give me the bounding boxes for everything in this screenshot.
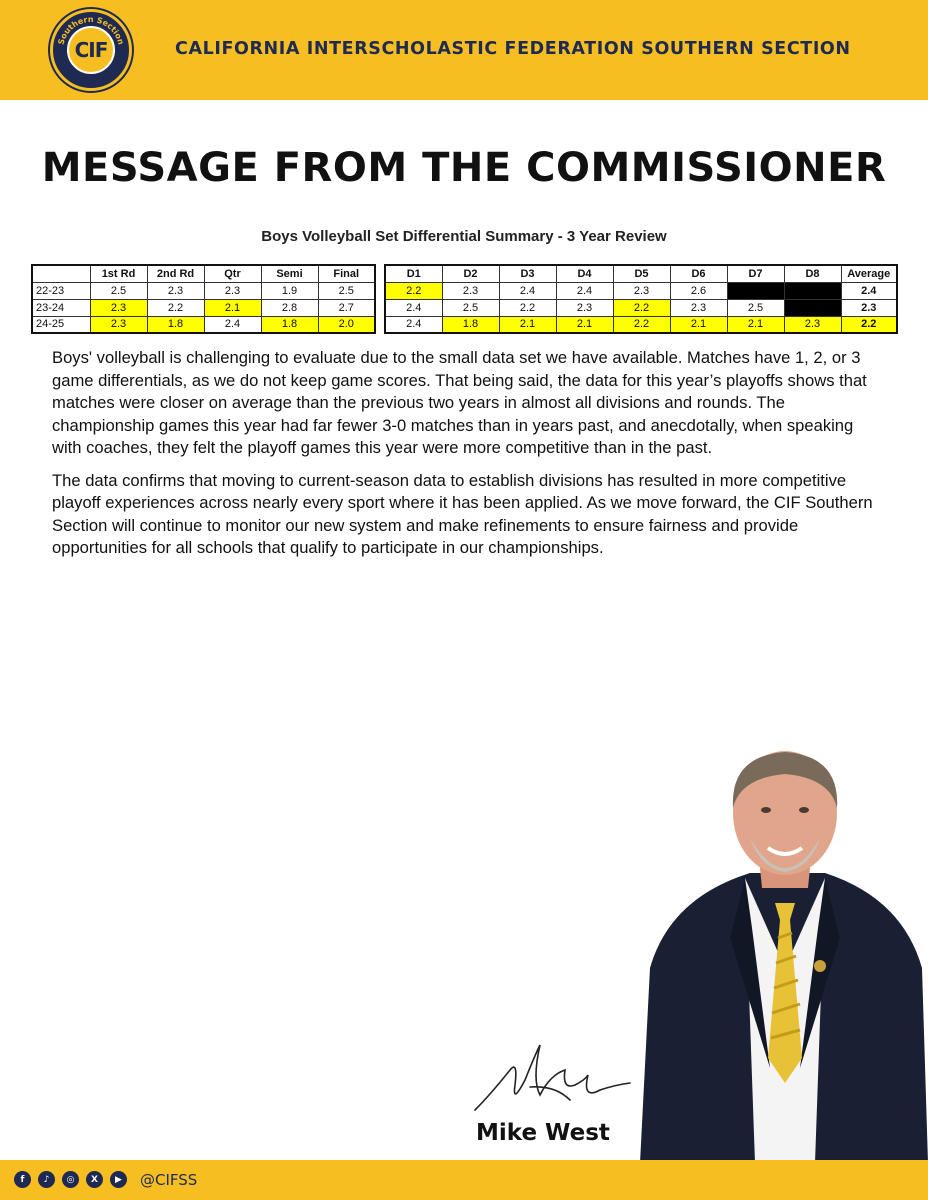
x-icon[interactable]: X xyxy=(86,1171,103,1188)
rounds-cell: 2.7 xyxy=(318,299,375,316)
cif-logo[interactable] xyxy=(50,9,132,91)
rounds-cell: 1.9 xyxy=(261,282,318,299)
season-label: 22-23 xyxy=(32,282,90,299)
rounds-row xyxy=(32,316,375,333)
tiktok-icon[interactable]: ♪ xyxy=(38,1171,55,1188)
rounds-header-cell: Semi xyxy=(261,265,318,282)
header-banner xyxy=(0,0,928,100)
rounds-cell: 2.5 xyxy=(90,282,147,299)
rounds-cell: 2.3 xyxy=(204,282,261,299)
rounds-cell: 2.2 xyxy=(147,299,204,316)
division-cell: 2.4 xyxy=(385,316,442,333)
division-cell: 2.3 xyxy=(613,282,670,299)
message-paragraph: The data confirms that moving to current-season data to establish divisions has resulted in more competitive playoff experiences across nearly every sport where it has been applied. As we move forward, the CIF Southern Section will continue to monitor our new system and make refinements to ensure fairness and provide opportunities for all schools that qualify to participate in our championships. xyxy=(52,470,873,557)
division-cell: 1.8 xyxy=(442,316,499,333)
rounds-cell: 2.5 xyxy=(318,282,375,299)
rounds-header-cell: 1st Rd xyxy=(90,265,147,282)
division-cell: 2.4 xyxy=(556,282,613,299)
division-cell: 2.3 xyxy=(784,316,841,333)
header-title: CALIFORNIA INTERSCHOLASTIC FEDERATION SOUTHERN SECTION xyxy=(175,39,851,59)
season-label: 24-25 xyxy=(32,316,90,333)
division-cell: 2.5 xyxy=(442,299,499,316)
division-cell: 2.1 xyxy=(670,316,727,333)
division-cell: 2.2 xyxy=(499,299,556,316)
division-header-cell: D1 xyxy=(385,265,442,282)
rounds-cell: 1.8 xyxy=(261,316,318,333)
commissioner-photo xyxy=(640,738,928,1163)
portrait-image xyxy=(640,738,928,1163)
division-cell: 2.1 xyxy=(556,316,613,333)
division-header-cell: D2 xyxy=(442,265,499,282)
page-title: MESSAGE FROM THE COMMISSIONER xyxy=(41,145,887,191)
logo-text: CIF xyxy=(74,38,108,62)
division-cell-empty xyxy=(784,299,841,316)
division-cell: 2.3 xyxy=(670,299,727,316)
rounds-row xyxy=(32,282,375,299)
signature-image xyxy=(470,1025,640,1120)
average-header-cell: Average xyxy=(841,265,897,282)
division-cell: 2.1 xyxy=(499,316,556,333)
division-header-cell: D8 xyxy=(784,265,841,282)
division-cell-empty xyxy=(727,282,784,299)
rounds-cell: 2.0 xyxy=(318,316,375,333)
season-label: 23-24 xyxy=(32,299,90,316)
rounds-cell: 1.8 xyxy=(147,316,204,333)
division-cell: 2.3 xyxy=(442,282,499,299)
divisions-header-row xyxy=(385,265,897,282)
rounds-cell: 2.8 xyxy=(261,299,318,316)
rounds-table xyxy=(31,264,376,334)
division-cell: 2.2 xyxy=(385,282,442,299)
rounds-corner-cell xyxy=(32,265,90,282)
logo-ring-text: Southern Section xyxy=(56,14,126,46)
rounds-header-cell: Qtr xyxy=(204,265,261,282)
divisions-row xyxy=(385,282,897,299)
rounds-cell: 2.1 xyxy=(204,299,261,316)
divisions-row xyxy=(385,299,897,316)
average-cell: 2.3 xyxy=(841,299,897,316)
rounds-cell: 2.3 xyxy=(90,316,147,333)
rounds-cell: 2.3 xyxy=(90,299,147,316)
facebook-icon[interactable]: f xyxy=(14,1171,31,1188)
rounds-header-cell: 2nd Rd xyxy=(147,265,204,282)
rounds-header-cell: Final xyxy=(318,265,375,282)
division-cell: 2.4 xyxy=(385,299,442,316)
rounds-header-row xyxy=(32,265,375,282)
division-header-cell: D4 xyxy=(556,265,613,282)
instagram-icon[interactable]: ◎ xyxy=(62,1171,79,1188)
table-title: Boys Volleyball Set Differential Summary - 3 Year Review xyxy=(261,228,667,245)
rounds-cell: 2.4 xyxy=(204,316,261,333)
logo-shield xyxy=(67,26,115,74)
average-cell: 2.2 xyxy=(841,316,897,333)
divisions-table xyxy=(384,264,898,334)
social-handle[interactable]: @CIFSS xyxy=(140,1171,198,1189)
division-cell: 2.6 xyxy=(670,282,727,299)
division-cell: 2.4 xyxy=(499,282,556,299)
division-cell: 2.1 xyxy=(727,316,784,333)
average-cell: 2.4 xyxy=(841,282,897,299)
division-cell-empty xyxy=(784,282,841,299)
message-paragraph: Boys' volleyball is challenging to evaluate due to the small data set we have available. Matches have 1, 2, or 3 game differentials, as we do not keep game scores. That being said, the data for this year’s playoffs shows that matches were closer on average than the previous two years in almost all divisions and rounds. The championship games this year had far fewer 3-0 matches than in years past, and anecdotally, when speaking with coaches, they felt the playoff games this year were more competitive than in the past. xyxy=(52,348,867,457)
division-header-cell: D7 xyxy=(727,265,784,282)
division-header-cell: D3 xyxy=(499,265,556,282)
rounds-cell: 2.3 xyxy=(147,282,204,299)
division-cell: 2.3 xyxy=(556,299,613,316)
message-body xyxy=(52,347,882,570)
youtube-icon[interactable]: ▶ xyxy=(110,1171,127,1188)
division-cell: 2.2 xyxy=(613,299,670,316)
division-header-cell: D6 xyxy=(670,265,727,282)
rounds-row xyxy=(32,299,375,316)
footer-bar xyxy=(0,1160,928,1200)
divisions-row xyxy=(385,316,897,333)
division-cell: 2.2 xyxy=(613,316,670,333)
division-header-cell: D5 xyxy=(613,265,670,282)
signature-name: Mike West xyxy=(476,1120,610,1146)
division-cell: 2.5 xyxy=(727,299,784,316)
